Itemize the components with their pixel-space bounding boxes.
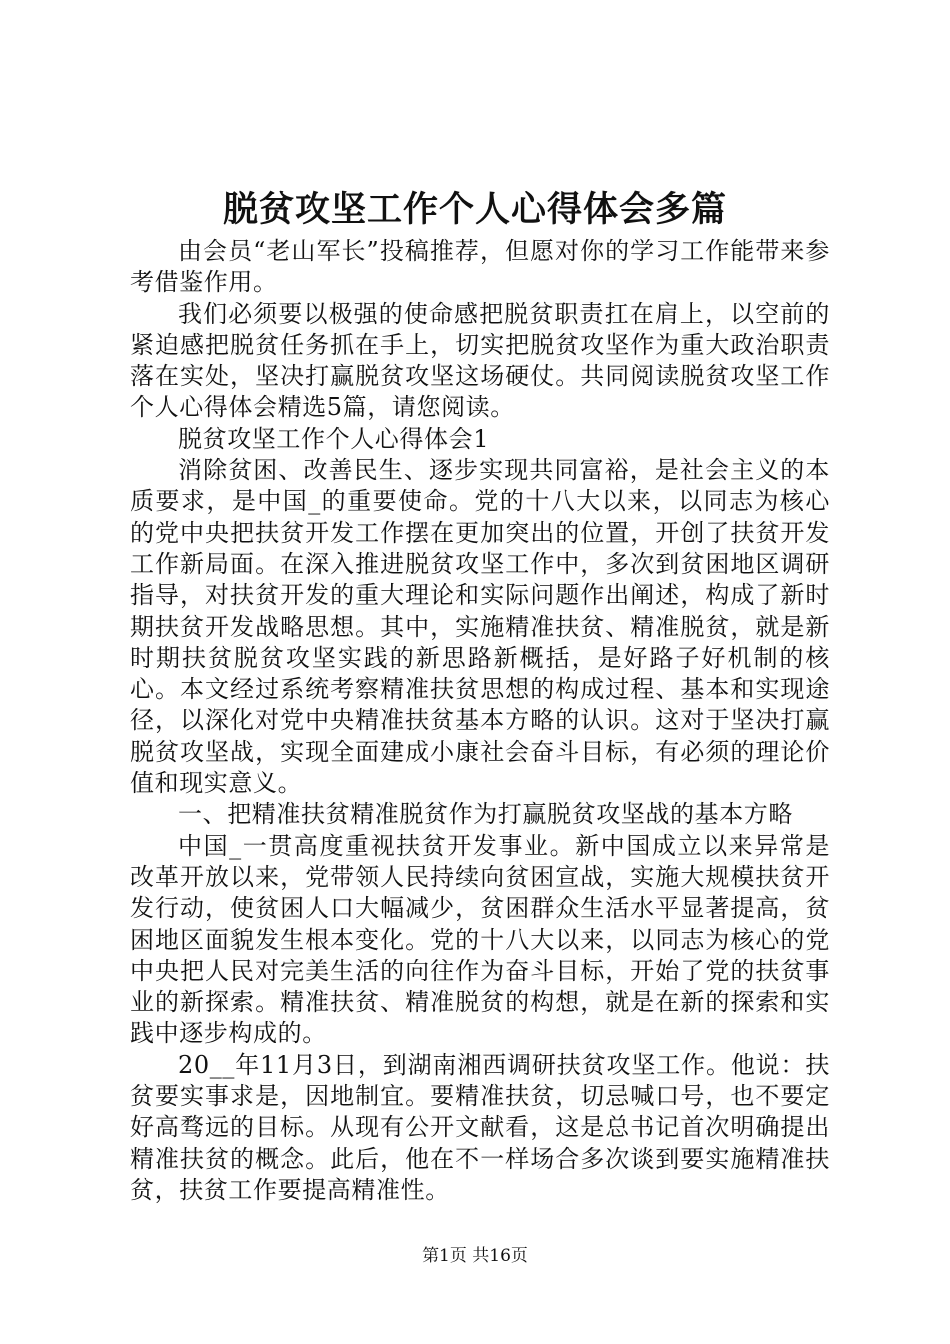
document-body [130,236,830,1206]
paragraph-summary: 我们必须要以极强的使命感把脱贫职责扛在肩上，以空前的紧迫感把脱贫任务抓在手上，切实把脱贫攻坚作为重大政治职责落在实处，坚决打赢脱贫攻坚这场硬仗。共同阅读脱贫攻坚工作个人心得体会精选5篇，请您阅读。 [130,299,830,422]
paragraph-body-3: 20__年11月3日，到湖南湘西调研扶贫攻坚工作。他说：扶贫要实事求是，因地制宜。要精准扶贫，切忌喊口号，也不要定好高骛远的目标。从现有公开文献看，这是总书记首次明确提出精准扶贫的概念。此后，他在不一样场合多次谈到要实施精准扶贫，扶贫工作要提高精准性。 [130,1050,830,1204]
document-title: 脱贫攻坚工作个人心得体会多篇 [222,189,727,230]
page-footer: 第1页 共16页 [422,1246,528,1266]
paragraph-intro: 由会员“老山军长”投稿推荐，但愿对你的学习工作能带来参考借鉴作用。 [130,237,830,297]
subsection-heading-1: 一、把精准扶贫精准脱贫作为打赢脱贫攻坚战的基本方略 [178,800,793,829]
paragraph-body-1: 消除贫困、改善民生、逐步实现共同富裕，是社会主义的本质要求，是中国_的重要使命。党的十八大以来，以同志为核心的党中央把扶贫开发工作摆在更加突出的位置，开创了扶贫开发工作新局面。在深入推进脱贫攻坚工作中，多次到贫困地区调研指导，对扶贫开发的重大理论和实际问题作出阐述，构成了新时期扶贫开发战略思想。其中，实施精准扶贫、精准脱贫，就是新时期扶贫脱贫攻坚实践的新思路新概括，是好路子好机制的核心。本文经过系统考察精准扶贫思想的构成过程、基本和实现途径，以深化对党中央精准扶贫基本方略的认识。这对于坚决打赢脱贫攻坚战，实现全面建成小康社会奋斗目标，有必须的理论价值和现实意义。 [130,456,830,798]
paragraph-body-2: 中国_一贯高度重视扶贫开发事业。新中国成立以来异常是改革开放以来，党带领人民持续向贫困宣战，实施大规模扶贫开发行动，使贫困人口大幅减少，贫困群众生活水平显著提高，贫困地区面貌发生根本变化。党的十八大以来，以同志为核心的党中央把人民对完美生活的向往作为奋斗目标，开始了党的扶贫事业的新探索。精准扶贫、精准脱贫的构想，就是在新的探索和实践中逐步构成的。 [130,831,830,1048]
section-heading-1: 脱贫攻坚工作个人心得体会1 [178,424,490,453]
